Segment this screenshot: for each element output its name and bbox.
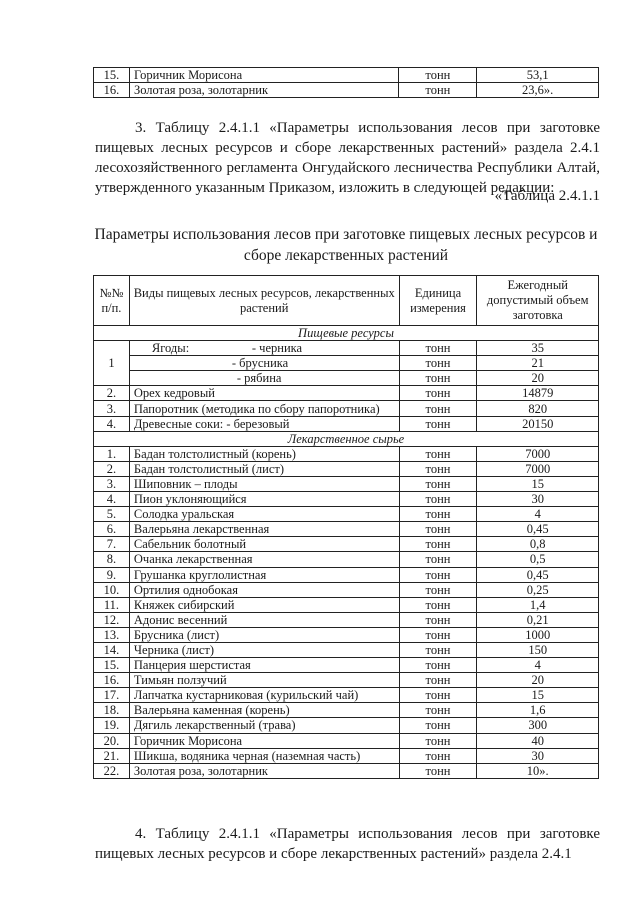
- row-num: 21.: [94, 748, 130, 763]
- berry-name: - рябина: [236, 371, 282, 386]
- row-value: 4: [477, 507, 599, 522]
- row-value: 300: [477, 718, 599, 733]
- row-num: 5.: [94, 507, 130, 522]
- row-name: Княжек сибирский: [129, 597, 399, 612]
- row-name: Древесные соки: - березовый: [129, 416, 399, 431]
- row-num: 15.: [94, 658, 130, 673]
- row-value: 820: [477, 401, 599, 416]
- row-unit: тонн: [399, 612, 477, 627]
- row-unit: тонн: [399, 658, 477, 673]
- row-num: 11.: [94, 597, 130, 612]
- row-name: [129, 356, 399, 371]
- header-name: Виды пищевых лесных ресурсов, лекарственных растений: [129, 276, 399, 326]
- medicinal-row: [94, 552, 599, 567]
- row-value: 14879: [477, 386, 599, 401]
- row-name: Пион уклоняющийся: [129, 492, 399, 507]
- paragraph-4-text: 4. Таблицу 2.4.1.1 «Параметры использования лесов при заготовке пищевых лесных ресурсов и сборе лекарственных растений» раздела 2.4.1: [95, 826, 600, 862]
- row-name: Лапчатка кустарниковая (курильский чай): [129, 688, 399, 703]
- row-unit: тонн: [399, 763, 477, 778]
- medicinal-row: [94, 567, 599, 582]
- continued-row: [94, 68, 599, 83]
- continued-row: [94, 83, 599, 98]
- medicinal-row: [94, 507, 599, 522]
- row-name: Ортилия однобокая: [129, 582, 399, 597]
- row-unit: тонн: [399, 582, 477, 597]
- row-num: 10.: [94, 582, 130, 597]
- row-value: 15: [477, 476, 599, 491]
- row-unit: тонн: [399, 341, 477, 356]
- row-unit: тонн: [399, 718, 477, 733]
- medicinal-row: [94, 461, 599, 476]
- medicinal-row: [94, 612, 599, 627]
- row-num: 3.: [94, 476, 130, 491]
- row-name: Бадан толстолистный (корень): [129, 446, 399, 461]
- row-unit: тонн: [399, 733, 477, 748]
- row-name: Брусника (лист): [129, 627, 399, 642]
- row-value: 30: [477, 492, 599, 507]
- section-medicinal: [94, 431, 599, 446]
- row-name: [129, 341, 399, 356]
- row-name: Золотая роза, золотарник: [129, 763, 399, 778]
- row-name: Дягиль лекарственный (трава): [129, 718, 399, 733]
- row-value: 7000: [477, 461, 599, 476]
- row-num: 6.: [94, 522, 130, 537]
- food-row: [94, 416, 599, 431]
- continued-table: [93, 67, 599, 98]
- row-num: 12.: [94, 612, 130, 627]
- row-num: 18.: [94, 703, 130, 718]
- medicinal-row: [94, 582, 599, 597]
- row-name: Шиповник – плоды: [129, 476, 399, 491]
- row-num: 14.: [94, 642, 130, 657]
- medicinal-row: [94, 658, 599, 673]
- row-num: 13.: [94, 627, 130, 642]
- header-value: Ежегодный допустимый объем заготовка: [477, 276, 599, 326]
- row-num: 1: [94, 341, 130, 386]
- medicinal-row: [94, 476, 599, 491]
- row-value: 0,8: [477, 537, 599, 552]
- row-value: 15: [477, 688, 599, 703]
- section-medicinal-label: Лекарственное сырье: [94, 431, 599, 446]
- row-name: Адонис весенний: [129, 612, 399, 627]
- medicinal-row: [94, 688, 599, 703]
- row-value: 0,21: [477, 612, 599, 627]
- row-name: Горичник Морисона: [129, 733, 399, 748]
- medicinal-row: [94, 627, 599, 642]
- row-unit: тонн: [399, 83, 477, 98]
- continued-table-body: [94, 68, 599, 98]
- row-value: 20: [477, 673, 599, 688]
- row-unit: тонн: [399, 522, 477, 537]
- row-name: Шикша, водяника черная (наземная часть): [129, 748, 399, 763]
- row-value: 4: [477, 658, 599, 673]
- paragraph-4: [95, 824, 600, 864]
- row-value: 150: [477, 642, 599, 657]
- medicinal-row: [94, 522, 599, 537]
- table-caption: «Таблица 2.4.1.1: [494, 188, 600, 204]
- row-num: 22.: [94, 763, 130, 778]
- medicinal-row: [94, 673, 599, 688]
- row-name: Солодка уральская: [129, 507, 399, 522]
- row-num: 1.: [94, 446, 130, 461]
- medicinal-row: [94, 703, 599, 718]
- row-unit: тонн: [399, 446, 477, 461]
- row-value: 20: [477, 371, 599, 386]
- row-num: 9.: [94, 567, 130, 582]
- table-header-row: [94, 276, 599, 326]
- row-name: Валерьяна каменная (корень): [129, 703, 399, 718]
- row-value: 53,1: [477, 68, 599, 83]
- row-name: Орех кедровый: [129, 386, 399, 401]
- row-unit: тонн: [399, 642, 477, 657]
- row-name: Сабельник болотный: [129, 537, 399, 552]
- medicinal-row: [94, 597, 599, 612]
- row-value: 40: [477, 733, 599, 748]
- table-title: Параметры использования лесов при заготовке пищевых лесных ресурсов и сборе лекарственных растений: [94, 226, 598, 264]
- row-name: [129, 371, 399, 386]
- row-num: 16.: [94, 83, 130, 98]
- row-value: 30: [477, 748, 599, 763]
- row-value: 20150: [477, 416, 599, 431]
- row-value: 0,25: [477, 582, 599, 597]
- berry-name: - брусника: [231, 356, 289, 371]
- row-num: 17.: [94, 688, 130, 703]
- medicinal-row: [94, 733, 599, 748]
- header-num: №№ п/п.: [94, 276, 130, 326]
- row-unit: тонн: [399, 673, 477, 688]
- row-unit: тонн: [399, 461, 477, 476]
- row-unit: тонн: [399, 748, 477, 763]
- row-name: Грушанка круглолистная: [129, 567, 399, 582]
- row-num: 7.: [94, 537, 130, 552]
- berry-row: [94, 341, 599, 356]
- paragraph-3: [95, 118, 600, 198]
- row-unit: тонн: [399, 356, 477, 371]
- row-value: 1000: [477, 627, 599, 642]
- food-row: [94, 401, 599, 416]
- medicinal-row: [94, 718, 599, 733]
- row-unit: тонн: [399, 68, 477, 83]
- row-unit: тонн: [399, 401, 477, 416]
- row-unit: тонн: [399, 492, 477, 507]
- food-row: [94, 386, 599, 401]
- row-num: 2.: [94, 461, 130, 476]
- row-num: 4.: [94, 492, 130, 507]
- row-num: 15.: [94, 68, 130, 83]
- medicinal-row: [94, 492, 599, 507]
- row-unit: тонн: [399, 688, 477, 703]
- row-name: Горичник Морисона: [129, 68, 399, 83]
- row-num: 2.: [94, 386, 130, 401]
- berries-label: Ягоды:: [151, 341, 190, 356]
- berry-row: [94, 371, 599, 386]
- row-value: 35: [477, 341, 599, 356]
- row-unit: тонн: [399, 627, 477, 642]
- row-unit: тонн: [399, 552, 477, 567]
- row-num: 20.: [94, 733, 130, 748]
- row-value: 0,5: [477, 552, 599, 567]
- row-name: Валерьяна лекарственная: [129, 522, 399, 537]
- row-value: 1,6: [477, 703, 599, 718]
- row-value: 10».: [477, 763, 599, 778]
- header-unit: Единица измерения: [399, 276, 477, 326]
- section-food-label: Пищевые ресурсы: [94, 326, 599, 341]
- resources-table: [93, 275, 599, 779]
- resources-table-body: [94, 276, 599, 779]
- row-unit: тонн: [399, 386, 477, 401]
- row-value: 0,45: [477, 567, 599, 582]
- row-name: Папоротник (методика по сбору папоротника): [129, 401, 399, 416]
- row-unit: тонн: [399, 537, 477, 552]
- row-name: Бадан толстолистный (лист): [129, 461, 399, 476]
- medicinal-row: [94, 537, 599, 552]
- row-value: 23,6».: [477, 83, 599, 98]
- medicinal-row: [94, 446, 599, 461]
- row-unit: тонн: [399, 476, 477, 491]
- medicinal-row: [94, 642, 599, 657]
- row-num: 3.: [94, 401, 130, 416]
- berry-row: [94, 356, 599, 371]
- row-name: Тимьян ползучий: [129, 673, 399, 688]
- paragraph-3-text: 3. Таблицу 2.4.1.1 «Параметры использования лесов при заготовке пищевых лесных ресурсов и сборе лекарственных растений» раздела 2.4.1 лесохозяйственного регламента Онгудайского лесничества Республики Алтай, утвержденного указанным Приказом, изложить в следующей редакции:: [95, 120, 600, 196]
- row-unit: тонн: [399, 597, 477, 612]
- row-name: Очанка лекарственная: [129, 552, 399, 567]
- row-num: 4.: [94, 416, 130, 431]
- row-num: 16.: [94, 673, 130, 688]
- row-value: 0,45: [477, 522, 599, 537]
- section-food: [94, 326, 599, 341]
- row-num: 8.: [94, 552, 130, 567]
- row-num: 19.: [94, 718, 130, 733]
- medicinal-row: [94, 763, 599, 778]
- row-unit: тонн: [399, 416, 477, 431]
- row-name: Панцерия шерстистая: [129, 658, 399, 673]
- row-unit: тонн: [399, 567, 477, 582]
- row-value: 21: [477, 356, 599, 371]
- row-unit: тонн: [399, 507, 477, 522]
- row-unit: тонн: [399, 703, 477, 718]
- row-value: 7000: [477, 446, 599, 461]
- row-name: Черника (лист): [129, 642, 399, 657]
- berry-name: - черника: [251, 341, 303, 356]
- medicinal-row: [94, 748, 599, 763]
- row-unit: тонн: [399, 371, 477, 386]
- row-name: Золотая роза, золотарник: [129, 83, 399, 98]
- row-value: 1,4: [477, 597, 599, 612]
